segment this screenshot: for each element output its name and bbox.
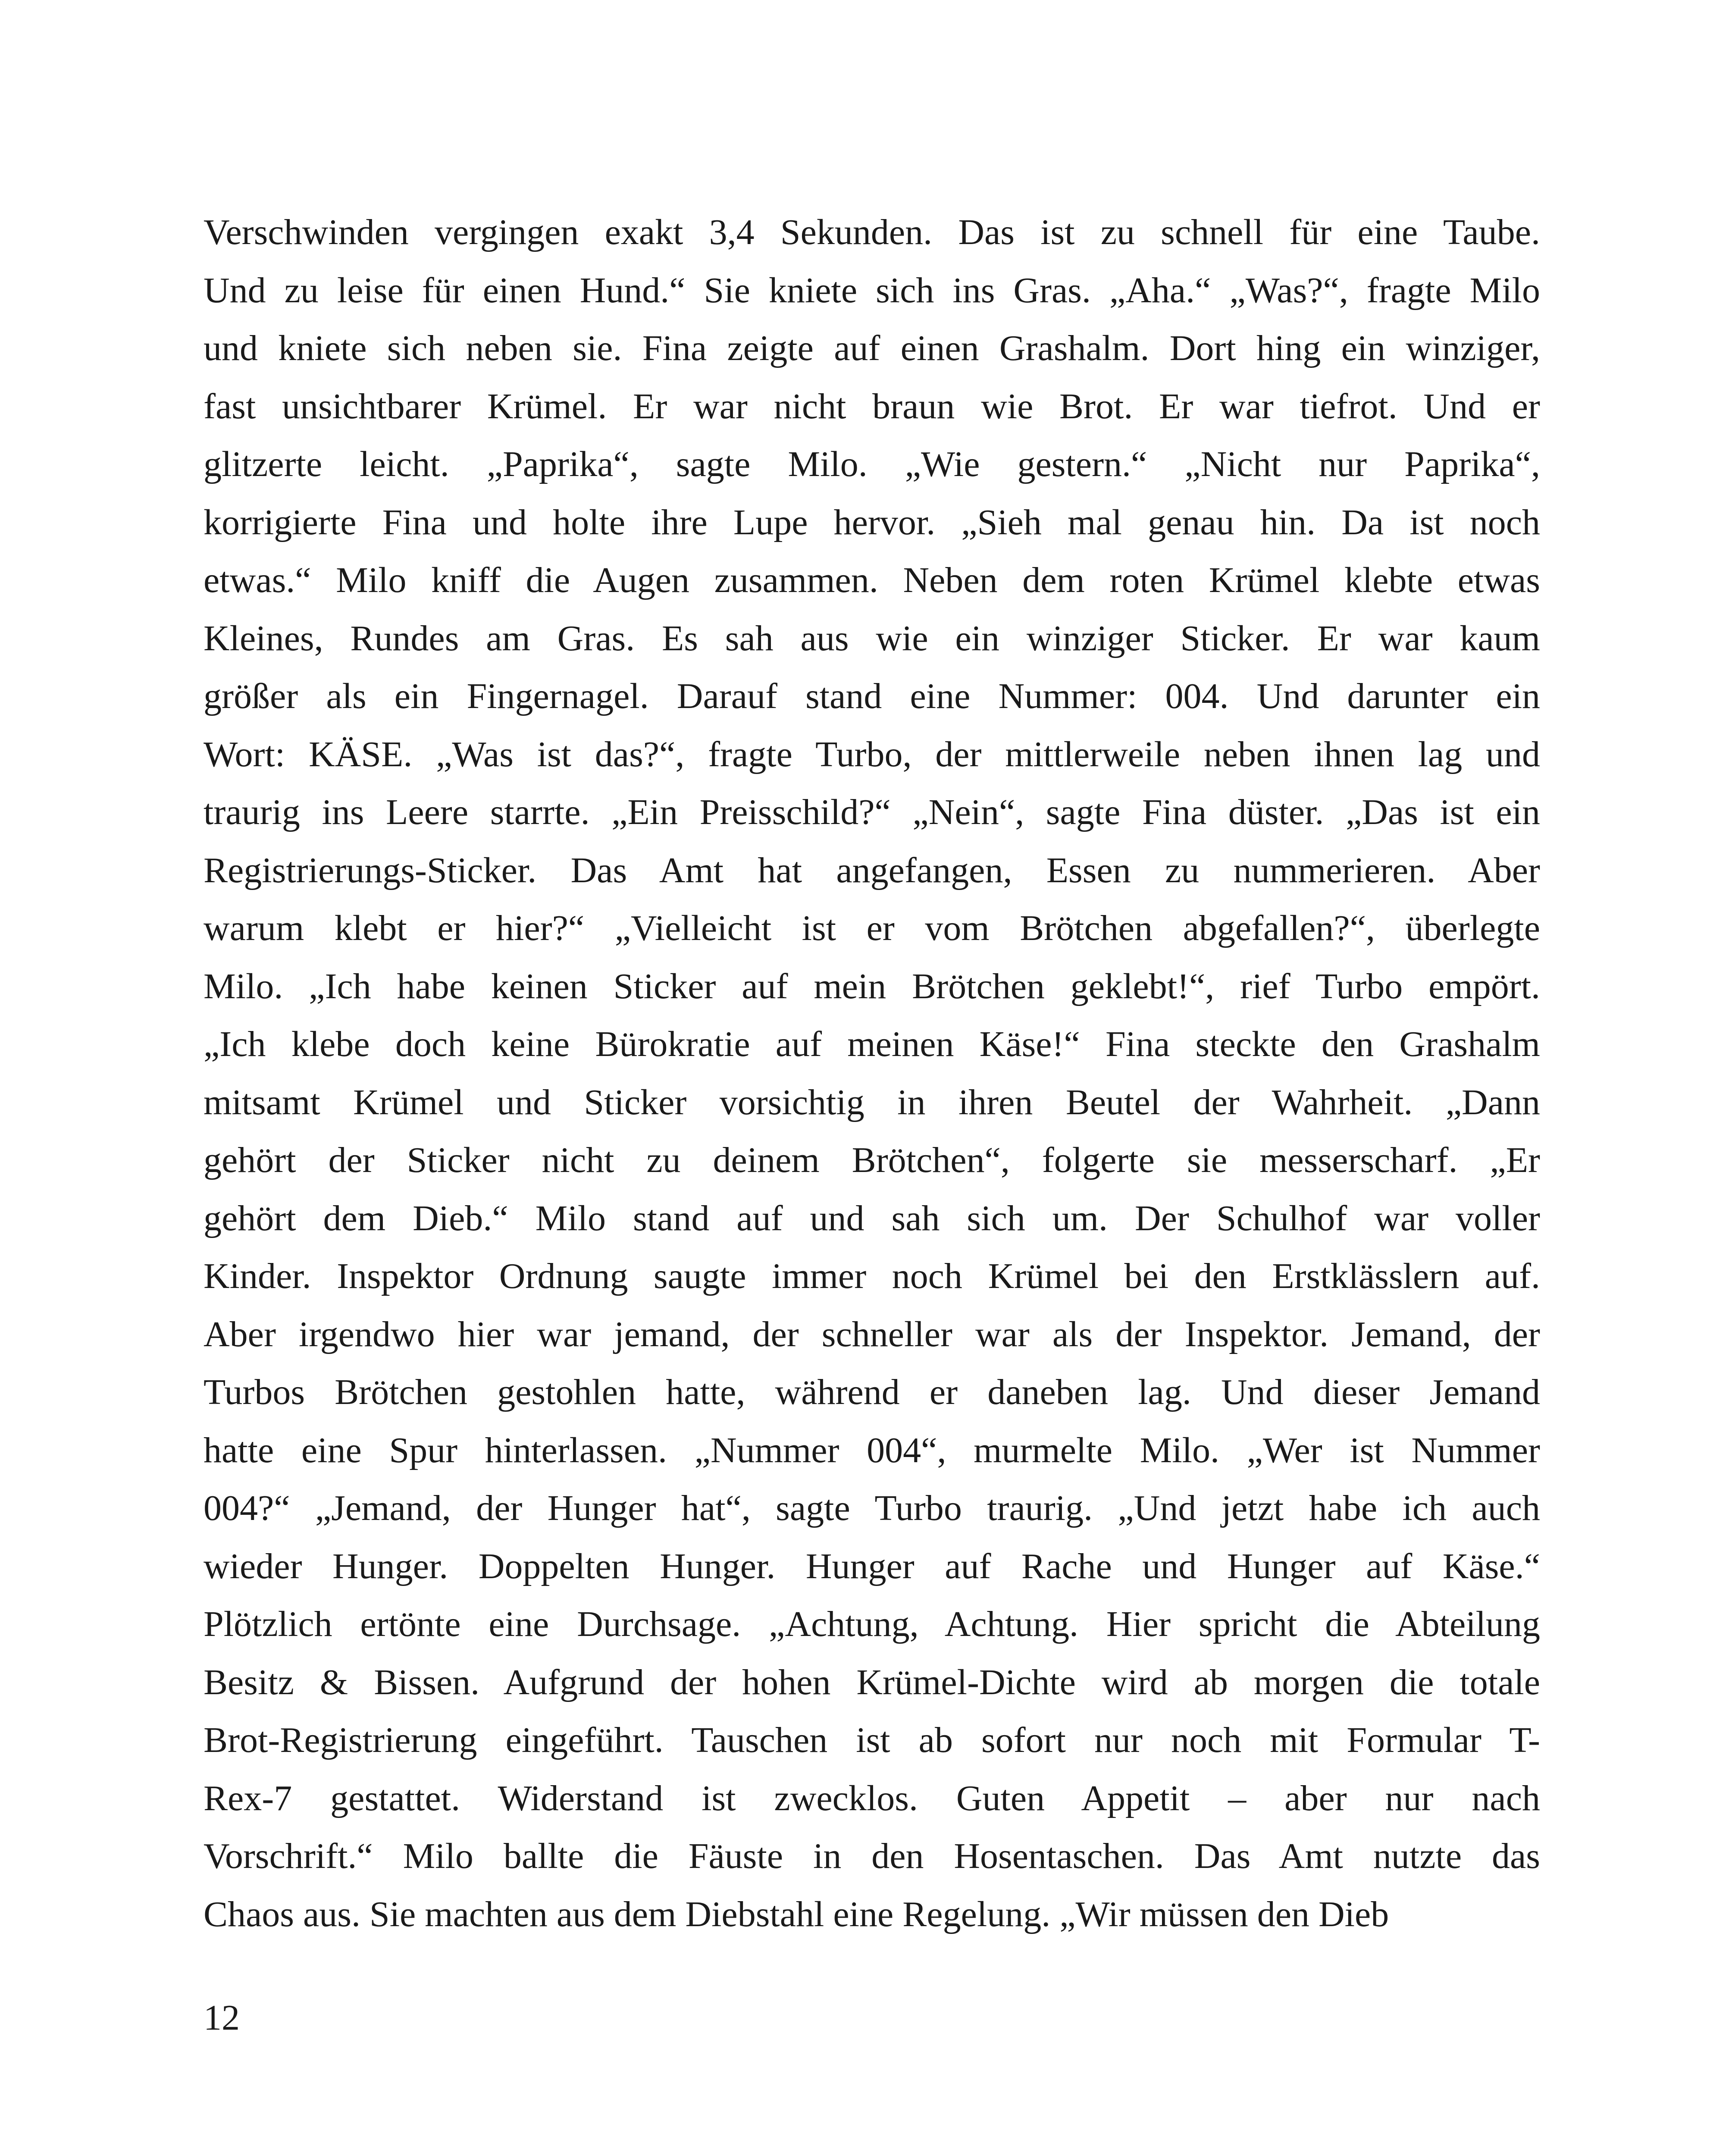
text-line: traurig ins Leere starrte. „Ein Preisschild?“ „Nein“, sagte Fina düster. „Das ist ein <box>204 792 1540 832</box>
text-line: Kinder. Inspektor Ordnung saugte immer noch Krümel bei den Erstklässlern auf. <box>204 1256 1540 1296</box>
text-line: Aber irgendwo hier war jemand, der schneller war als der Inspektor. Jemand, der <box>204 1314 1540 1354</box>
page-number: 12 <box>204 1998 240 2038</box>
text-line: wieder Hunger. Doppelten Hunger. Hunger auf Rache und Hunger auf Käse.“ <box>204 1546 1540 1586</box>
text-line: Besitz & Bissen. Aufgrund der hohen Krümel-Dichte wird ab morgen die totale <box>204 1662 1540 1702</box>
text-line: größer als ein Fingernagel. Darauf stand eine Nummer: 004. Und darunter ein <box>204 676 1540 716</box>
text-line: Turbos Brötchen gestohlen hatte, während er daneben lag. Und dieser Jemand <box>204 1372 1540 1412</box>
text-line: Milo. „Ich habe keinen Sticker auf mein Brötchen geklebt!“, rief Turbo empört. <box>204 966 1540 1006</box>
text-line: fast unsichtbarer Krümel. Er war nicht braun wie Brot. Er war tiefrot. Und er <box>204 386 1540 426</box>
text-line: korrigierte Fina und holte ihre Lupe hervor. „Sieh mal genau hin. Da ist noch <box>204 502 1540 542</box>
text-line: Vorschrift.“ Milo ballte die Fäuste in den Hosentaschen. Das Amt nutzte das <box>204 1836 1540 1876</box>
text-line: Verschwinden vergingen exakt 3,4 Sekunden. Das ist zu schnell für eine Taube. <box>204 212 1540 252</box>
text-line: gehört der Sticker nicht zu deinem Brötchen“, folgerte sie messerscharf. „Er <box>204 1140 1540 1180</box>
text-line: Plötzlich ertönte eine Durchsage. „Achtung, Achtung. Hier spricht die Abteilung <box>204 1604 1540 1644</box>
text-line: Wort: KÄSE. „Was ist das?“, fragte Turbo, der mittlerweile neben ihnen lag und <box>204 734 1540 774</box>
text-line: Chaos aus. Sie machten aus dem Diebstahl eine Regelung. „Wir müssen den Dieb <box>204 1894 1389 1934</box>
text-line: Registrierungs-Sticker. Das Amt hat angefangen, Essen zu nummerieren. Aber <box>204 850 1540 890</box>
text-line: warum klebt er hier?“ „Vielleicht ist er vom Brötchen abgefallen?“, überlegte <box>204 908 1540 948</box>
text-line: Rex-7 gestattet. Widerstand ist zwecklos. Guten Appetit – aber nur nach <box>204 1778 1540 1818</box>
text-line: und kniete sich neben sie. Fina zeigte auf einen Grashalm. Dort hing ein winziger, <box>204 328 1540 368</box>
text-line: glitzerte leicht. „Paprika“, sagte Milo. „Wie gestern.“ „Nicht nur Paprika“, <box>204 444 1540 484</box>
text-line: Und zu leise für einen Hund.“ Sie kniete sich ins Gras. „Aha.“ „Was?“, fragte Milo <box>204 270 1540 310</box>
text-line: „Ich klebe doch keine Bürokratie auf meinen Käse!“ Fina steckte den Grashalm <box>204 1024 1540 1064</box>
text-line: 004?“ „Jemand, der Hunger hat“, sagte Turbo traurig. „Und jetzt habe ich auch <box>204 1488 1540 1528</box>
text-line: gehört dem Dieb.“ Milo stand auf und sah sich um. Der Schulhof war voller <box>204 1198 1540 1238</box>
body-text <box>204 204 1540 1943</box>
text-line: etwas.“ Milo kniff die Augen zusammen. Neben dem roten Krümel klebte etwas <box>204 560 1540 600</box>
text-line: mitsamt Krümel und Sticker vorsichtig in ihren Beutel der Wahrheit. „Dann <box>204 1082 1540 1122</box>
text-line: Brot-Registrierung eingeführt. Tauschen ist ab sofort nur noch mit Formular T- <box>204 1720 1540 1760</box>
text-line: hatte eine Spur hinterlassen. „Nummer 004“, murmelte Milo. „Wer ist Nummer <box>204 1430 1540 1470</box>
text-line: Kleines, Rundes am Gras. Es sah aus wie ein winziger Sticker. Er war kaum <box>204 618 1540 658</box>
